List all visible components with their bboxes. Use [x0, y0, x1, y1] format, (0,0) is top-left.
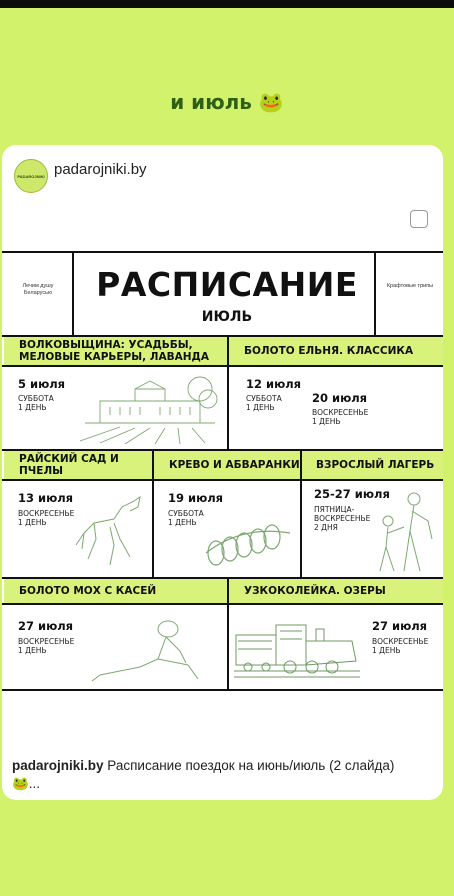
trip-day: ВОСКРЕСЕНЬЕ	[18, 637, 75, 646]
caption-text: Расписание поездок на июнь/июль (2 слайда)	[107, 758, 395, 773]
post-card[interactable]	[2, 145, 443, 800]
trip-length: 1 ДЕНЬ	[312, 417, 341, 426]
schedule-image	[2, 251, 443, 691]
trip-header: ВОЛКОВЫЩИНА: УСАДЬБЫ, МЕЛОВЫЕ КАРЬЕРЫ, ЛАВАНДА	[4, 337, 227, 365]
caption-more[interactable]: 🐸...	[12, 776, 41, 791]
trip-length: 1 ДЕНЬ	[246, 403, 275, 412]
avatar[interactable]	[14, 159, 48, 193]
trip-day: ВОСКРЕСЕНЬЕ	[312, 408, 369, 417]
avatar-text: PADAROJNIKI	[17, 173, 45, 179]
trip-header: БОЛОТО ЕЛЬНЯ. КЛАССИКА	[229, 337, 443, 365]
divider	[2, 365, 443, 367]
trip-date: 27 июля	[372, 619, 428, 633]
trip-date: 20 июля	[312, 391, 368, 405]
trip-date: 13 июля	[18, 491, 74, 505]
trip-length: 1 ДЕНЬ	[18, 646, 47, 655]
trip-day: СУББОТА	[246, 394, 282, 403]
divider	[374, 251, 376, 335]
trip-header: ВЗРОСЛЫЙ ЛАГЕРЬ	[302, 451, 443, 479]
manor-illustration	[80, 371, 220, 445]
trip-day: ПЯТНИЦА-ВОСКРЕСЕНЬЕ	[314, 505, 371, 523]
trip-length: 1 ДЕНЬ	[168, 518, 197, 527]
trip-date: 27 июля	[18, 619, 74, 633]
post-caption	[12, 757, 442, 793]
trip-date: 5 июля	[18, 377, 66, 391]
bagels-illustration	[202, 519, 294, 571]
campers-illustration	[374, 487, 438, 575]
trip-length: 1 ДЕНЬ	[18, 403, 47, 412]
divider	[2, 603, 443, 605]
trip-day: ВОСКРЕСЕНЬЕ	[18, 509, 75, 518]
trip-day: ВОСКРЕСЕНЬЕ	[372, 637, 429, 646]
woman-illustration	[90, 615, 202, 687]
trip-length: 1 ДЕНЬ	[372, 646, 401, 655]
trip-header: БОЛОТО МОХ С КАСЕЙ	[4, 579, 227, 603]
trip-date: 25-27 июля	[314, 487, 390, 501]
trip-length: 2 ДНЯ	[314, 523, 338, 532]
trip-date: 19 июля	[168, 491, 224, 505]
trip-day: СУББОТА	[18, 394, 54, 403]
schedule-month: ИЮЛЬ	[201, 309, 253, 325]
right-note: Крафтовые трипы	[386, 283, 434, 289]
trip-day: СУББОТА	[168, 509, 204, 518]
left-note: Лечим душу Беларусью	[22, 283, 54, 296]
status-bar	[0, 0, 454, 8]
horse-illustration	[74, 493, 146, 573]
trip-header: КРЕВО И АБВАРАНКИ	[154, 451, 300, 479]
trip-date: 12 июля	[246, 377, 302, 391]
story-title: и июль 🐸	[170, 90, 284, 114]
account-name[interactable]: padarojniki.by	[54, 161, 147, 178]
trip-header: РАЙСКИЙ САД И ПЧЕЛЫ	[4, 451, 152, 479]
divider	[72, 251, 74, 335]
divider	[2, 479, 302, 481]
trip-header: УЗКОКОЛЕЙКА. ОЗЕРЫ	[229, 579, 443, 603]
divider	[2, 251, 443, 253]
save-icon[interactable]	[410, 210, 428, 228]
schedule-title: РАСПИСАНИЕ	[96, 265, 358, 304]
divider	[302, 479, 443, 481]
caption-account[interactable]: padarojniki.by	[12, 758, 104, 773]
divider	[2, 689, 443, 691]
train-illustration	[232, 611, 362, 683]
trip-length: 1 ДЕНЬ	[18, 518, 47, 527]
